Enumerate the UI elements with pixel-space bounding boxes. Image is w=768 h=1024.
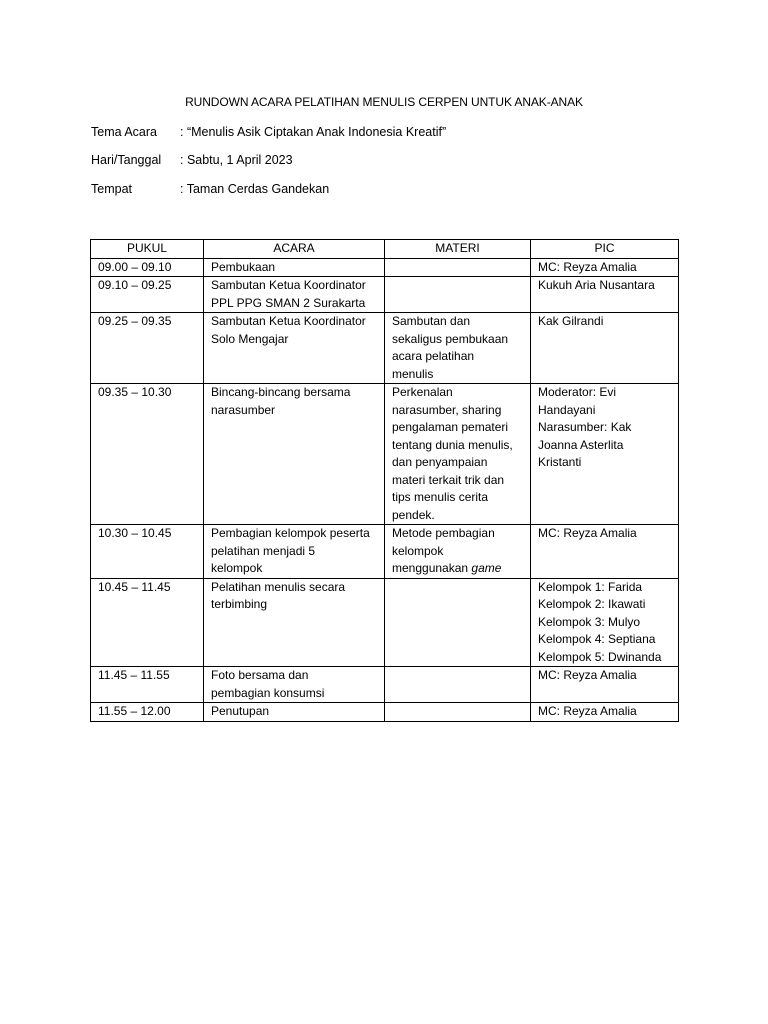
cell-text: 09.10 – 09.25 — [98, 278, 172, 292]
cell-text: Bincang-bincang bersama — [211, 385, 351, 399]
cell-text: Pelatihan menulis secara — [211, 579, 346, 594]
cell-text: terbimbing — [211, 597, 268, 611]
column-header-pic: PIC — [531, 240, 679, 259]
cell-pukul — [91, 703, 204, 722]
cell-acara — [204, 667, 385, 703]
cell-pic — [531, 313, 679, 384]
table-row — [91, 277, 679, 313]
table-body — [91, 258, 679, 721]
cell-text: sekaligus pembukaan — [392, 331, 509, 346]
cell-text: menulis — [392, 366, 434, 381]
cell-acara — [204, 313, 385, 384]
cell-text: MC: Reyza Amalia — [538, 704, 637, 718]
cell-pukul — [91, 667, 204, 703]
cell-acara — [204, 578, 385, 667]
cell-acara — [204, 258, 385, 277]
table-row — [91, 258, 679, 277]
cell-materi — [385, 525, 531, 579]
cell-text: Kak Gilrandi — [538, 314, 604, 328]
cell-text: Kelompok 1: Farida — [538, 579, 643, 594]
cell-text: Pembagian kelompok peserta — [211, 526, 370, 540]
cell-text: Perkenalan — [392, 385, 453, 399]
cell-pic — [531, 525, 679, 579]
cell-text: Kelompok 3: Mulyo — [538, 614, 641, 629]
cell-text: Kelompok 2: Ikawati — [538, 597, 646, 611]
cell-text: Handayani — [538, 402, 596, 417]
document-title: RUNDOWN ACARA PELATIHAN MENULIS CERPEN UNTUK ANAK-ANAK — [185, 95, 583, 109]
cell-text: Sambutan Ketua Koordinator — [211, 314, 366, 328]
cell-text: acara pelatihan — [392, 349, 475, 363]
cell-pukul — [91, 578, 204, 667]
cell-text: MC: Reyza Amalia — [538, 259, 637, 274]
cell-pic — [531, 667, 679, 703]
cell-text: dan penyampaian — [392, 455, 488, 469]
cell-text: Kukuh Aria Nusantara — [538, 278, 655, 292]
cell-text: tips menulis cerita — [392, 490, 489, 504]
cell-text: MC: Reyza Amalia — [538, 668, 637, 682]
cell-pukul — [91, 384, 204, 525]
cell-text: 11.55 – 12.00 — [98, 704, 171, 718]
cell-pic — [531, 277, 679, 313]
cell-materi — [385, 313, 531, 384]
cell-pukul — [91, 313, 204, 384]
cell-text: Moderator: Evi — [538, 385, 617, 399]
cell-text: 10.45 – 11.45 — [98, 579, 171, 594]
cell-pic — [531, 578, 679, 667]
column-header-pukul: PUKUL — [91, 240, 204, 259]
cell-materi — [385, 258, 531, 277]
cell-text: kelompok — [211, 561, 263, 575]
cell-pukul — [91, 258, 204, 277]
cell-text: PPL PPG SMAN 2 Surakarta — [211, 295, 366, 310]
cell-text: Joanna Asterlita — [538, 437, 624, 452]
cell-text: 11.45 – 11.55 — [98, 668, 170, 682]
info-value: : “Menulis Asik Ciptakan Anak Indonesia Kreatif” — [180, 125, 447, 139]
cell-text: Solo Mengajar — [211, 331, 289, 346]
cell-text: Sambutan dan — [392, 314, 471, 328]
cell-text: Kelompok 4: Septiana — [538, 632, 656, 646]
table-row — [91, 384, 679, 525]
cell-acara — [204, 525, 385, 579]
cell-text: 10.30 – 10.45 — [98, 526, 172, 540]
cell-materi — [385, 277, 531, 313]
cell-text: Sambutan Ketua Koordinator — [211, 278, 366, 292]
cell-acara — [204, 277, 385, 313]
cell-text: 09.25 – 09.35 — [98, 314, 172, 328]
cell-text: Metode pembagian — [392, 526, 495, 540]
cell-text: Pembukaan — [211, 259, 276, 274]
info-value: : Sabtu, 1 April 2023 — [180, 153, 293, 167]
cell-materi — [385, 578, 531, 667]
column-header-acara: ACARA — [204, 240, 385, 259]
cell-text-prefix: menggunakan — [392, 561, 472, 575]
table-row — [91, 703, 679, 722]
cell-text — [392, 560, 523, 578]
cell-pic — [531, 384, 679, 525]
info-row-tema — [91, 124, 446, 140]
cell-pukul — [91, 525, 204, 579]
cell-text: pembagian konsumsi — [211, 685, 325, 700]
info-row-tempat — [91, 181, 329, 197]
cell-pukul — [91, 277, 204, 313]
cell-text: 09.35 – 10.30 — [98, 385, 172, 399]
cell-materi — [385, 667, 531, 703]
table-header-row — [91, 240, 679, 259]
cell-text: pengalaman pemateri — [392, 420, 509, 434]
cell-text: Kelompok 5: Dwinanda — [538, 649, 662, 664]
cell-materi — [385, 703, 531, 722]
cell-text: Kristanti — [538, 455, 582, 469]
info-label: Tempat — [91, 182, 132, 196]
cell-text: MC: Reyza Amalia — [538, 526, 637, 540]
table-row — [91, 578, 679, 667]
cell-text: pendek. — [392, 507, 435, 522]
info-label: Tema Acara — [91, 125, 158, 139]
cell-text: Narasumber: Kak — [538, 420, 632, 434]
cell-text: Foto bersama dan — [211, 668, 309, 682]
cell-text: Penutupan — [211, 704, 270, 718]
info-row-tanggal — [91, 152, 293, 168]
cell-pic — [531, 258, 679, 277]
cell-text: narasumber, sharing — [392, 402, 502, 417]
cell-pic — [531, 703, 679, 722]
table-row — [91, 667, 679, 703]
rundown-table — [90, 239, 679, 722]
info-value: : Taman Cerdas Gandekan — [180, 182, 330, 196]
cell-text: materi terkait trik dan — [392, 472, 505, 487]
cell-text: tentang dunia menulis, — [392, 437, 513, 452]
cell-acara — [204, 384, 385, 525]
table-row — [91, 313, 679, 384]
cell-text: 09.00 – 09.10 — [98, 259, 172, 274]
column-header-materi: MATERI — [385, 240, 531, 259]
cell-text: kelompok — [392, 543, 444, 558]
cell-materi — [385, 384, 531, 525]
cell-acara — [204, 703, 385, 722]
cell-text-italic: game — [471, 561, 502, 575]
table-row — [91, 525, 679, 579]
cell-text: narasumber — [211, 402, 276, 417]
cell-text: pelatihan menjadi 5 — [211, 543, 316, 558]
info-label: Hari/Tanggal — [91, 153, 162, 167]
